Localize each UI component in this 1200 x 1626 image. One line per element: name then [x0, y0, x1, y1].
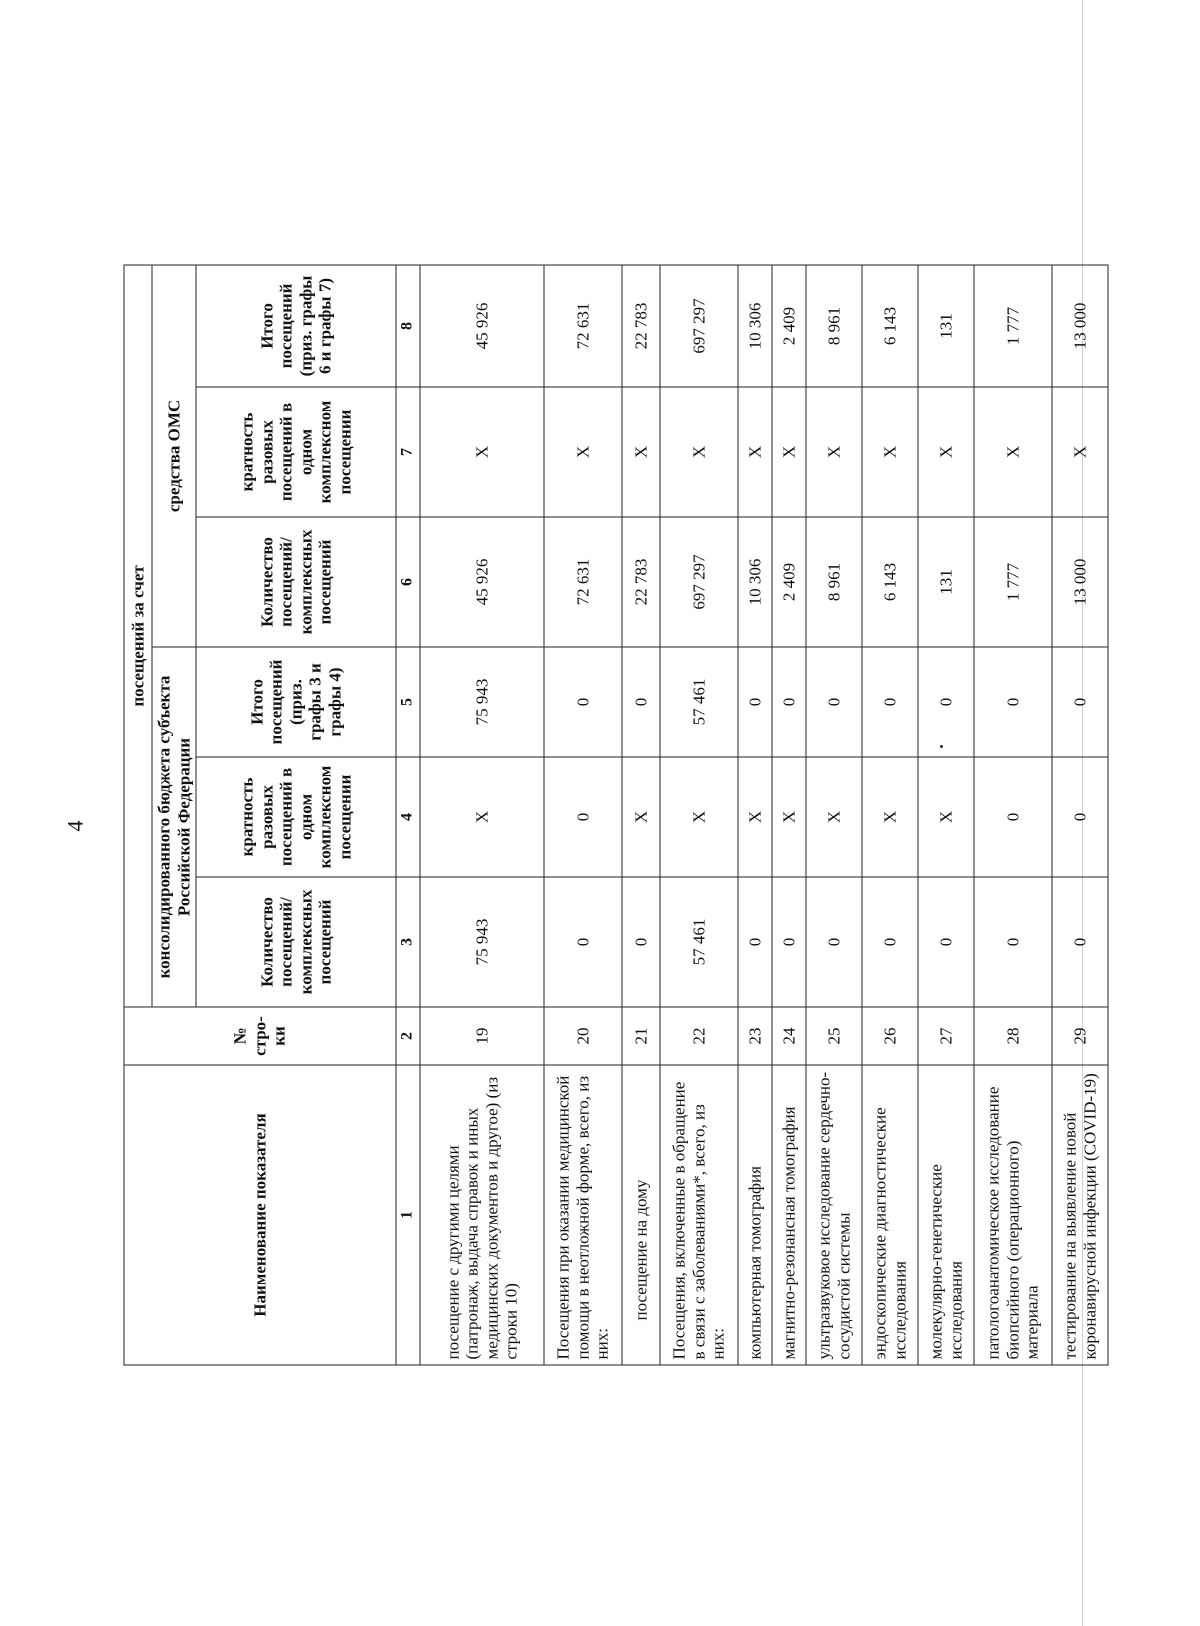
value-cell-c5: 75 943: [420, 647, 544, 757]
value-cell-c3: 0: [974, 877, 1052, 1007]
value-cell-c6: 10 306: [738, 517, 772, 647]
visits-table: [124, 264, 1109, 1365]
value-cell-c8: 13 000: [1052, 264, 1108, 386]
value-cell-c6: 131: [918, 517, 974, 647]
value-cell-c6: 72 631: [544, 517, 622, 647]
table-row: [974, 264, 1052, 1364]
row-name-cell: Посещения при оказании медицинской помощи в неотложной форме, всего, из них:: [544, 1065, 622, 1365]
value-cell-c3: 57 461: [660, 877, 738, 1007]
row-name-cell: Посещения, включенные в обращение в связи с заболеваниями*, всего, из них:: [660, 1065, 738, 1365]
header-col4: кратность разовых посещений в одном комплексном посещении: [196, 757, 396, 877]
table-row: [862, 264, 918, 1364]
value-cell-c6: 13 000: [1052, 517, 1108, 647]
page-number: 4: [62, 820, 88, 832]
table-row: [544, 264, 622, 1364]
row-name-cell: тестирование на выявление новой коронавирусной инфекции (COVID-19): [1052, 1065, 1108, 1365]
value-cell-c6: 45 926: [420, 517, 544, 647]
value-cell-c4: 0: [974, 757, 1052, 877]
table-row: [622, 264, 660, 1364]
header-col5: Итого посещений (приз. графы 3 и графы 4): [196, 647, 396, 757]
value-cell-c8: 45 926: [420, 264, 544, 386]
value-cell-c3: 0: [622, 877, 660, 1007]
value-cell-c7: Х: [738, 387, 772, 517]
header-visits-group: посещений за счет: [124, 264, 152, 1006]
value-cell-c4: Х: [622, 757, 660, 877]
value-cell-c3: 0: [806, 877, 862, 1007]
header-col7: кратность разовых посещений в одном комплексном посещении: [196, 387, 396, 517]
header-col3: Количество посещений/ комплексных посещений: [196, 877, 396, 1007]
row-name-cell: молекулярно-генетические исследования: [918, 1065, 974, 1365]
value-cell-c5: 57 461: [660, 647, 738, 757]
row-name-cell: ультразвуковое исследование сердечно-сосудистой системы: [806, 1065, 862, 1365]
value-cell-c4: Х: [420, 757, 544, 877]
column-number: 1: [396, 1065, 420, 1365]
value-cell-c8: 697 297: [660, 264, 738, 386]
value-cell-c3: 0: [772, 877, 806, 1007]
row-name-cell: патологоанатомическое исследование биопсийного (операционного) материала: [974, 1065, 1052, 1365]
value-cell-c6: 22 783: [622, 517, 660, 647]
column-number: 2: [396, 1007, 420, 1065]
column-number-row: [396, 264, 420, 1364]
value-cell-c6: 2 409: [772, 517, 806, 647]
row-name-cell: посещение на дому: [622, 1065, 660, 1365]
table-row: [1052, 264, 1108, 1364]
row-number-cell: 23: [738, 1007, 772, 1065]
row-number-cell: 26: [862, 1007, 918, 1065]
value-cell-c8: 22 783: [622, 264, 660, 386]
column-number: 8: [396, 264, 420, 386]
value-cell-c4: Х: [660, 757, 738, 877]
value-cell-c3: 0: [862, 877, 918, 1007]
row-number-cell: 22: [660, 1007, 738, 1065]
value-cell-c8: 2 409: [772, 264, 806, 386]
value-cell-c7: Х: [420, 387, 544, 517]
value-cell-c4: 0: [544, 757, 622, 877]
row-name-cell: посещение с другими целями (патронаж, выдача справок и иных медицинских документов и другое) (из строки 10): [420, 1065, 544, 1365]
row-number-cell: 29: [1052, 1007, 1108, 1065]
value-cell-c5: 0: [772, 647, 806, 757]
column-number: 7: [396, 387, 420, 517]
value-cell-c4: Х: [918, 757, 974, 877]
table-row: [420, 264, 544, 1364]
value-cell-c5: 0: [974, 647, 1052, 757]
value-cell-c4: Х: [862, 757, 918, 877]
header-col8: Итого посещений (приз. графы 6 и графы 7): [196, 264, 396, 386]
value-cell-c3: 75 943: [420, 877, 544, 1007]
header-name: Наименование показателя: [124, 1065, 396, 1365]
value-cell-c5: 0: [544, 647, 622, 757]
row-name-cell: магнитно-резонансная томография: [772, 1065, 806, 1365]
value-cell-c5: 0: [918, 647, 974, 757]
value-cell-c3: 0: [918, 877, 974, 1007]
value-cell-c3: 0: [1052, 877, 1108, 1007]
value-cell-c5: 0: [1052, 647, 1108, 757]
value-cell-c8: 131: [918, 264, 974, 386]
row-number-cell: 20: [544, 1007, 622, 1065]
table-row: [806, 264, 862, 1364]
table-row: [738, 264, 772, 1364]
header-col6: Количество посещений/ комплексных посещений: [196, 517, 396, 647]
value-cell-c5: 0: [862, 647, 918, 757]
value-cell-c8: 10 306: [738, 264, 772, 386]
value-cell-c7: Х: [918, 387, 974, 517]
value-cell-c7: Х: [660, 387, 738, 517]
row-number-cell: 25: [806, 1007, 862, 1065]
row-number-cell: 24: [772, 1007, 806, 1065]
column-number: 5: [396, 647, 420, 757]
table-body: [420, 264, 1108, 1364]
row-name-cell: эндоскопические диагностические исследования: [862, 1065, 918, 1365]
value-cell-c7: Х: [974, 387, 1052, 517]
value-cell-c3: 0: [544, 877, 622, 1007]
header-row-no: № стро-ки: [124, 1007, 396, 1065]
value-cell-c6: 6 143: [862, 517, 918, 647]
value-cell-c8: 72 631: [544, 264, 622, 386]
value-cell-c7: Х: [806, 387, 862, 517]
value-cell-c8: 6 143: [862, 264, 918, 386]
value-cell-c7: Х: [544, 387, 622, 517]
value-cell-c8: 1 777: [974, 264, 1052, 386]
value-cell-c7: Х: [862, 387, 918, 517]
value-cell-c4: Х: [738, 757, 772, 877]
header-oms-group: средства ОМС: [152, 264, 196, 646]
row-number-cell: 21: [622, 1007, 660, 1065]
row-number-cell: 19: [420, 1007, 544, 1065]
value-cell-c6: 1 777: [974, 517, 1052, 647]
row-number-cell: 27: [918, 1007, 974, 1065]
value-cell-c3: 0: [738, 877, 772, 1007]
column-number: 3: [396, 877, 420, 1007]
row-number-cell: 28: [974, 1007, 1052, 1065]
table-row: [660, 264, 738, 1364]
value-cell-c7: Х: [1052, 387, 1108, 517]
table-row: [918, 264, 974, 1364]
value-cell-c8: 8 961: [806, 264, 862, 386]
row-name-cell: компьютерная томография: [738, 1065, 772, 1365]
value-cell-c4: Х: [772, 757, 806, 877]
value-cell-c7: Х: [622, 387, 660, 517]
value-cell-c5: 0: [806, 647, 862, 757]
value-cell-c5: 0: [622, 647, 660, 757]
value-cell-c6: 697 297: [660, 517, 738, 647]
value-cell-c4: Х: [806, 757, 862, 877]
value-cell-c5: 0: [738, 647, 772, 757]
rotated-table-container: [124, 265, 1100, 1365]
column-number: 6: [396, 517, 420, 647]
value-cell-c4: 0: [1052, 757, 1108, 877]
value-cell-c6: 8 961: [806, 517, 862, 647]
header-budget-group: консолидированного бюджета субъекта Российской Федерации: [152, 647, 196, 1007]
value-cell-c7: Х: [772, 387, 806, 517]
column-number: 4: [396, 757, 420, 877]
table-row: [772, 264, 806, 1364]
